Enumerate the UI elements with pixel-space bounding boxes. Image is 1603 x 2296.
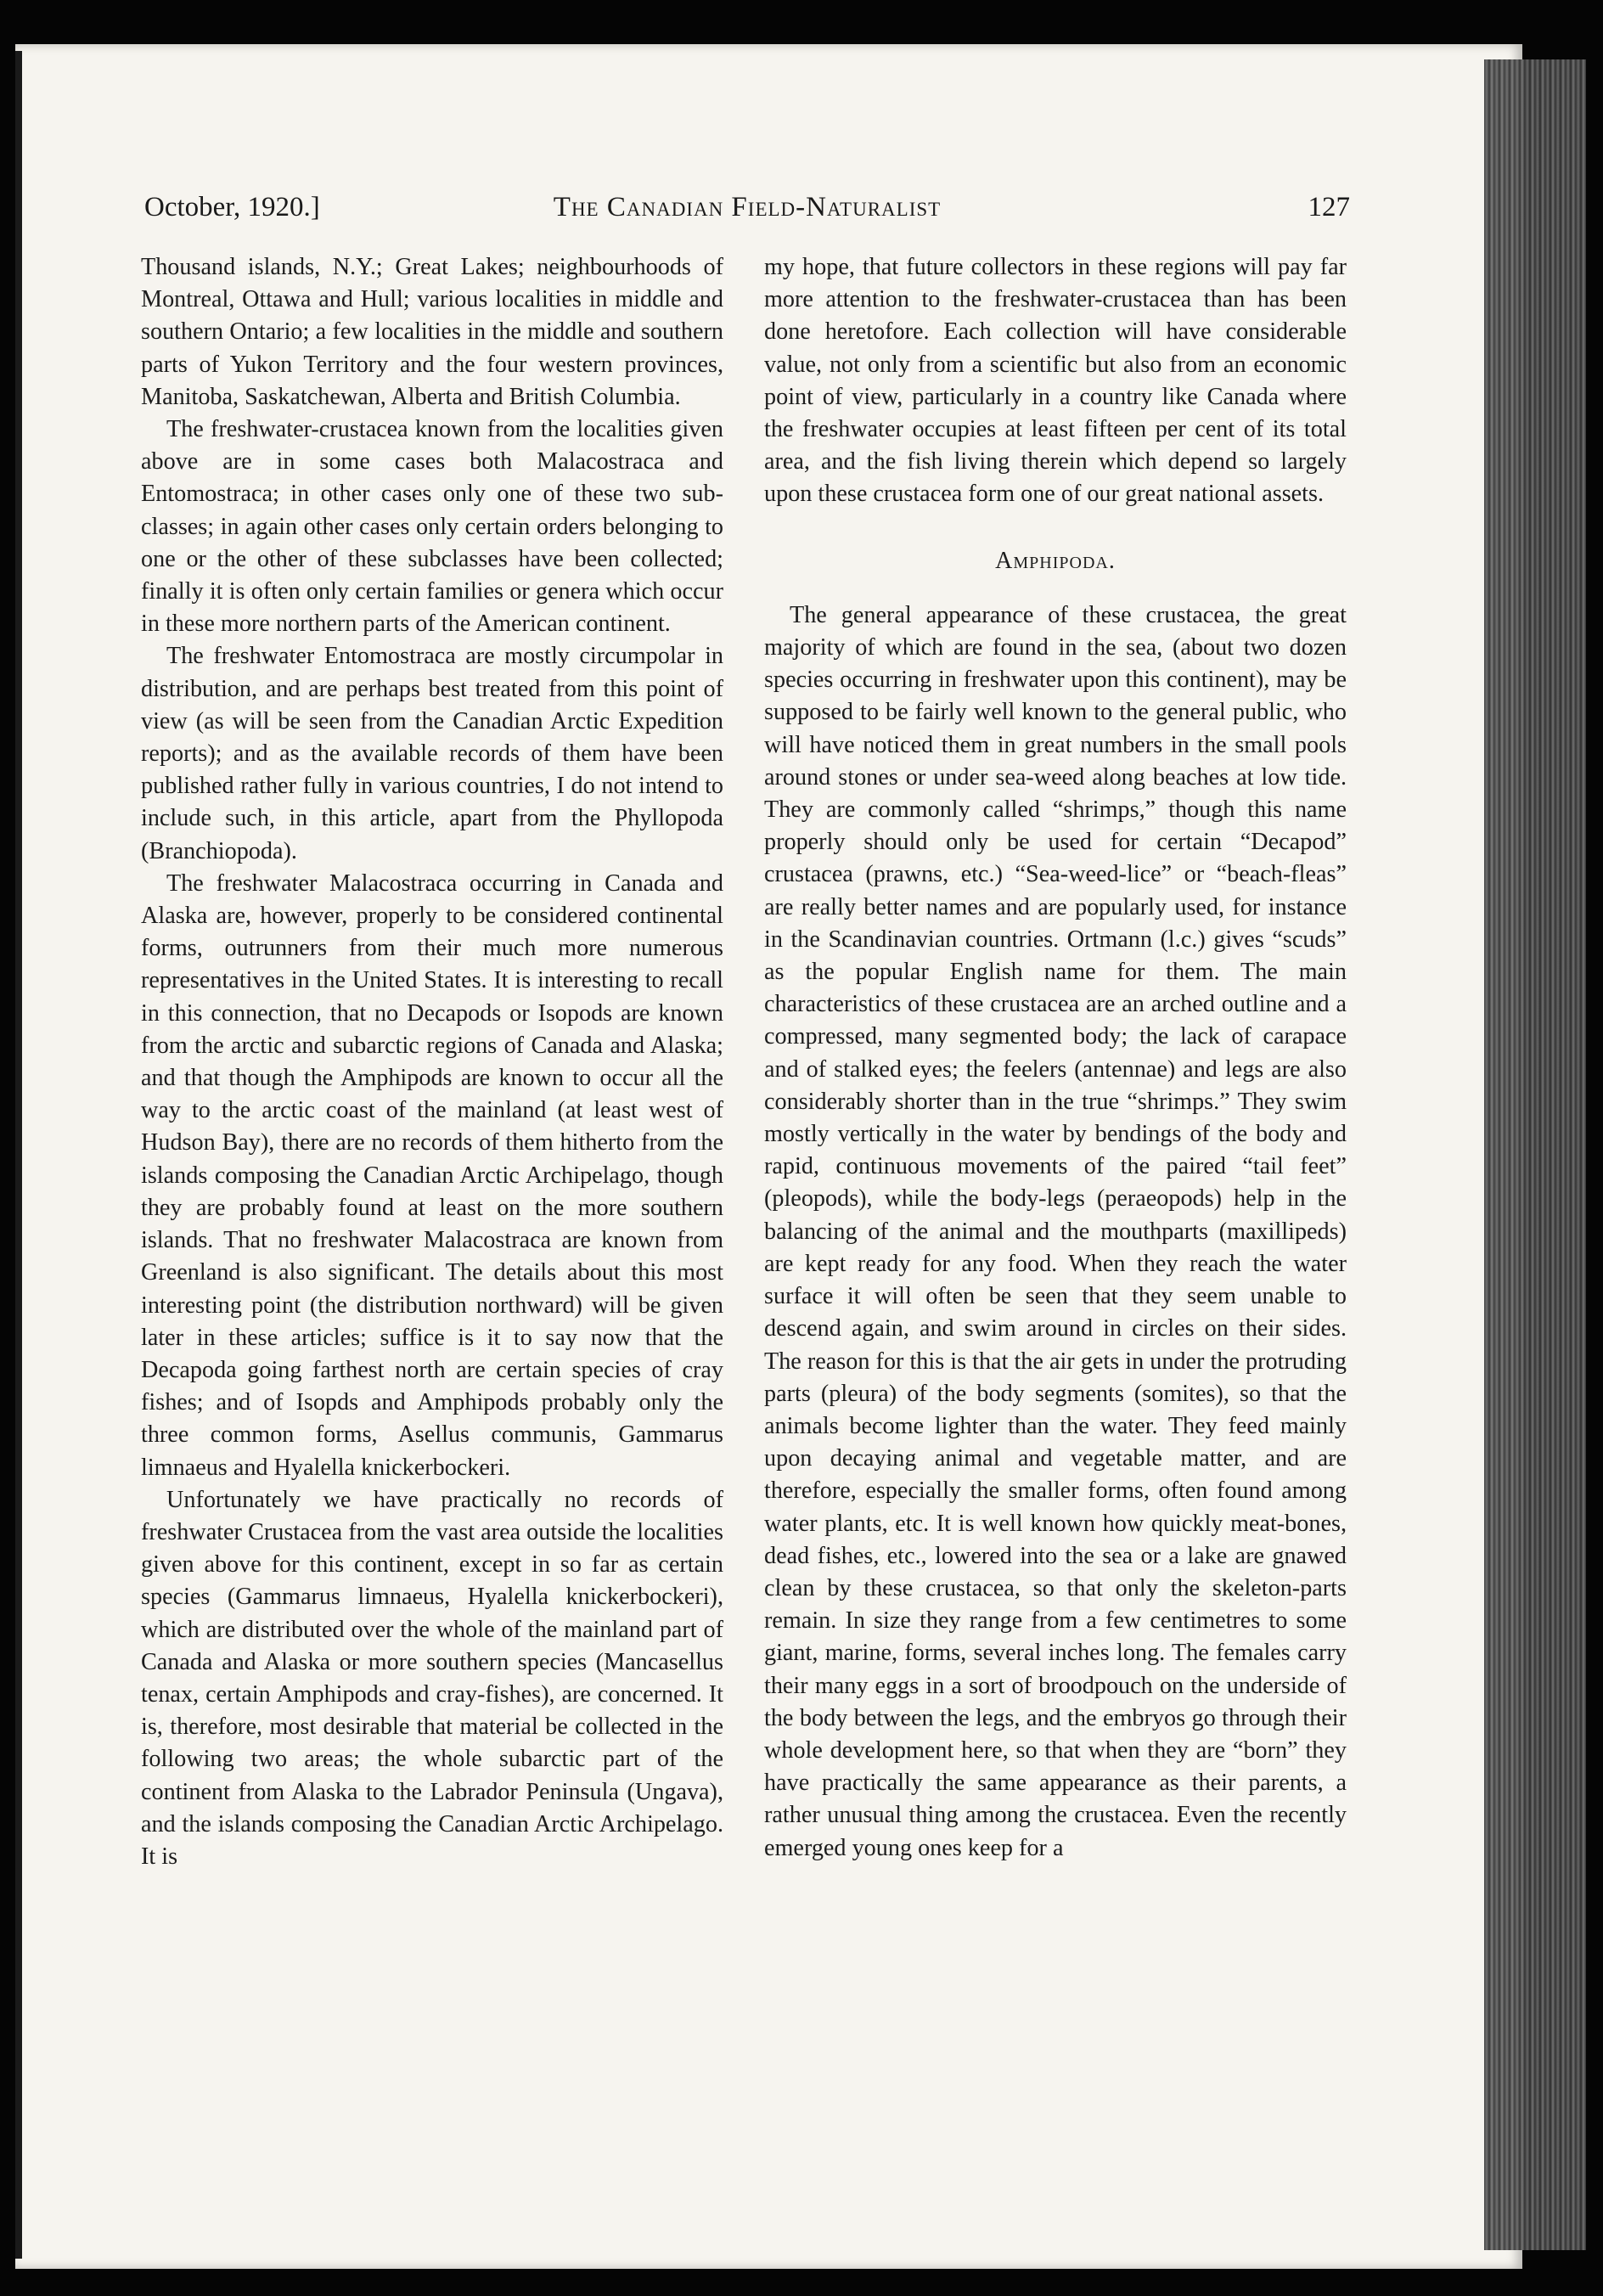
paragraph: The freshwater Malacostraca occurring in Canada and Alaska are, however, properly to be considered continental forms, outrunners from their much more numerous representatives in the United States. It is interesting to recall in this connection, that no Decapods or Isopods are known from the arctic and subarctic regions of Canada and Alaska; and that though the Amphipods are known to occur all the way to the arctic coast of the mainland (at least west of Hudson Bay), there are no records of them hitherto from the islands composing the Canadian Arctic Archipelago, though they are probably found at least on the more southern islands. That no freshwater Malacostraca are known from Greenland is also significant. The details about this most interesting point (the distribution northward) will be given later in these articles; suffice is it to say now that the Decapoda going farthest north are certain species of cray fishes; and of Isopds and Amphipods probably only the three common forms, Asellus communis, Gammarus limnaeus and Hyalella knickerbockeri. xyxy=(141,869,723,1481)
paragraph: The freshwater Entomostraca are mostly circumpolar in distribution, and are perhaps best treated from this point of view (as will be seen from the Canadian Arctic Expedition reports); and as the available records of them have been published rather fully in various countries, I do not intend to include such, in this article, apart from the Phyllopoda (Branchiopoda). xyxy=(141,643,723,864)
journal-title: The Canadian Field-Naturalist xyxy=(553,192,942,222)
section-heading: Amphipoda. xyxy=(995,547,1116,574)
paragraph: Thousand islands, N.Y.; Great Lakes; neighbourhoods of Montreal, Ottawa and Hull; various localities in middle and southern Ontario; a few localities in the middle and southern parts of Yukon Territory and the four western provinces, Manitoba, Saskatchewan, Alberta and British Columbia. xyxy=(141,254,723,410)
issue-date: October, 1920.] xyxy=(144,192,320,222)
page-number: 127 xyxy=(1308,192,1350,222)
left-column xyxy=(141,251,723,1873)
running-head xyxy=(144,192,1350,234)
paragraph: The general appearance of these crustacea, the great majority of which are found in the sea, (about two dozen species occurring in freshwater upon this continent), may be supposed to be fairly well known to the general public, who will have noticed them in great numbers in the small pools around stones or under sea-weed along beaches at low tide. They are commonly called “shrimps,” though this name properly should only be used for certain “Decapod” crustacea (prawns, etc.) “Sea-weed-lice” or “beach-fleas” are really better names and are popularly used, for instance in the Scandinavian countries. Ortmann (l.c.) gives “scuds” as the popular English name for them. The main characteristics of these crustacea are an arched outline and a compressed, many segmented body; the lack of carapace and of stalked eyes; the feelers (antennae) and legs are also considerably shorter than in the true “shrimps.” They swim mostly vertically in the water by bendings of the body and rapid, continuous movements of the paired “tail feet” (pleopods), while the body-legs (peraeopods) help in the balancing of the animal and the mouthparts (maxillipeds) are kept ready for any food. When they reach the water surface it will often be seen that they seem unable to descend again, and swim around in circles on their sides. The reason for this is that the air gets in under the protruding parts (pleura) of the body segments (somites), so that the animals become lighter than the water. They feed mainly upon decaying animal and vegetable matter, and are therefore, especially the smaller forms, often found among water plants, etc. It is well known how quickly meat-bones, dead fishes, etc., lowered into the sea or a lake are gnawed clean by these crustacea, so that only the skeleton-parts remain. In size they range from a few centimetres to some giant, marine, forms, several inches long. The females carry their many eggs in a sort of broodpouch on the underside of the body between the legs, and the embryos go through their whole development here, so that when they are “born” they have practically the same appearance as their parents, a rather unusual thing among the crustacea. Even the recently emerged young ones keep for a xyxy=(764,601,1347,1861)
paragraph: my hope, that future collectors in these regions will pay far more attention to the freshwater-crustacea than has been done heretofore. Each collection will have considerable value, not only from a scientific but also from an economic point of view, particularly in a country like Canada where the freshwater occupies at least fifteen per cent of its total area, and the fish living therein which depend so largely upon these crustacea form one of our great national assets. xyxy=(764,254,1347,508)
paragraph: Unfortunately we have practically no records of freshwater Crustacea from the vast area outside the localities given above for this continent, except in so far as certain species (Gammarus limnaeus, Hyalella knickerbockeri), which are distributed over the whole of the mainland part of Canada and Alaska or more southern species (Mancasellus tenax, certain Amphipods and cray-fishes), are concerned. It is, therefore, most desirable that material be collected in the following two areas; the whole subarctic part of the continent from Alaska to the Labrador Peninsula (Ungava), and the islands composing the Canadian Arctic Archipelago. It is xyxy=(141,1486,723,1870)
right-column xyxy=(764,251,1347,1865)
binding-edge xyxy=(15,51,22,2259)
page-stack-edge xyxy=(1484,59,1586,2250)
paragraph: The freshwater-crustacea known from the localities given above are in some cases both Malacostraca and Entomostraca; in other cases only one of these two sub-classes; in again other cases only certain orders belonging to one or the other of these subclasses have been collected; finally it is often only certain families or genera which occur in these more northern parts of the American continent. xyxy=(141,416,723,638)
